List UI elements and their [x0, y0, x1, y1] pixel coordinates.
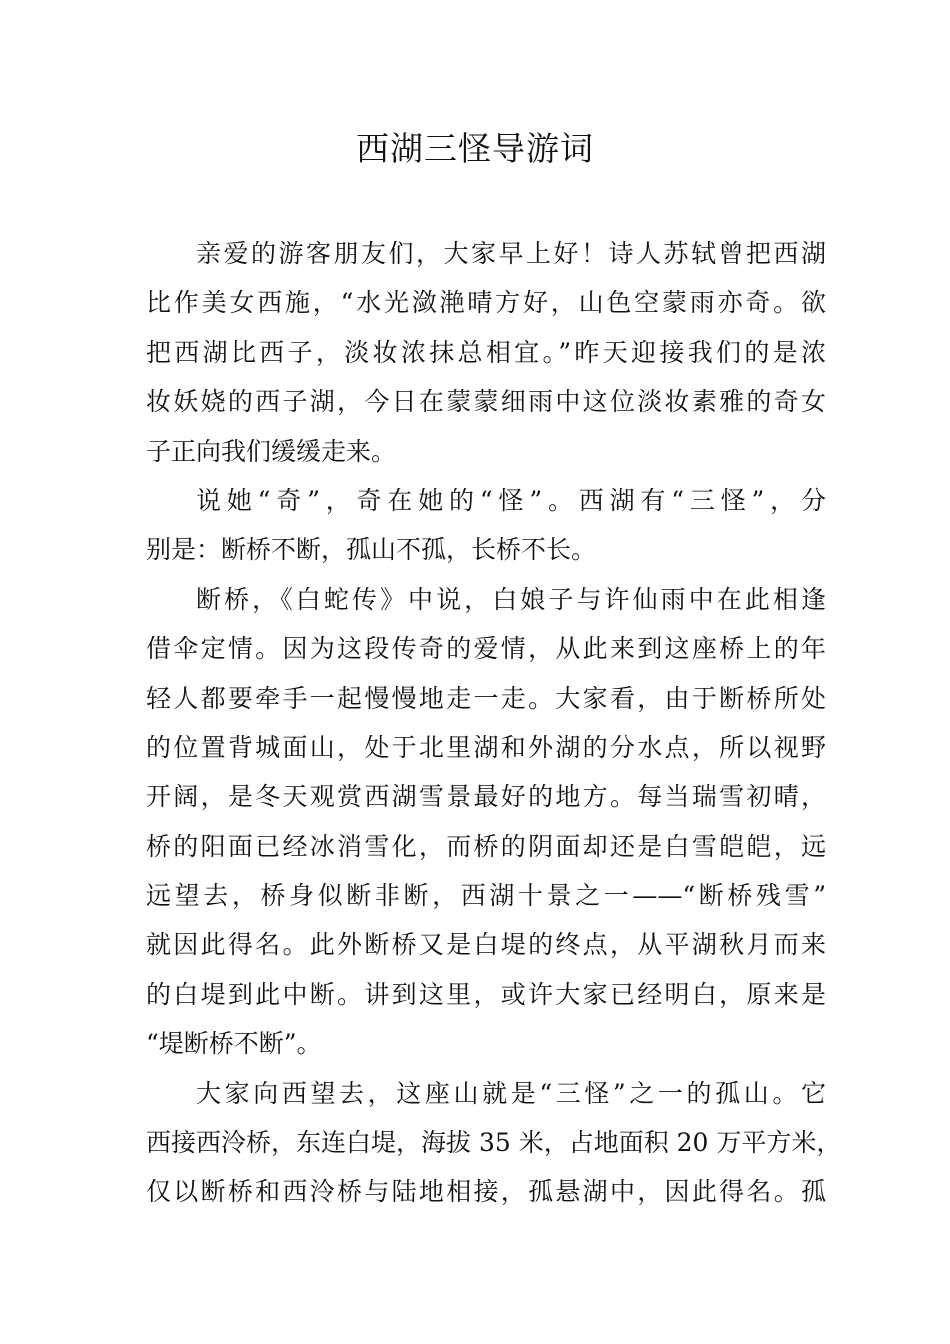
- text-line: 仅以断桥和西泠桥与陆地相接，孤悬湖中，因此得名。孤: [146, 1177, 826, 1207]
- text-line: 远望去，桥身似断非断，西湖十景之一——“断桥残雪”: [146, 881, 826, 911]
- document-title: 西湖三怪导游词: [356, 129, 594, 168]
- text-line: 桥的阳面已经冰消雪化，而桥的阴面却还是白雪皑皑，远: [146, 831, 826, 861]
- paragraph-broken-bridge: [146, 575, 826, 1069]
- text-line: 说她“奇”，奇在她的“怪”。西湖有“三怪”，分: [196, 485, 826, 515]
- text-line: 把西湖比西子，淡妆浓抹总相宜。”昨天迎接我们的是浓: [146, 337, 826, 367]
- text-line: 妆妖娆的西子湖，今日在蒙蒙细雨中这位淡妆素雅的奇女: [146, 387, 826, 417]
- paragraph-solitary-hill: [146, 1069, 842, 1217]
- text-line: 开阔，是冬天观赏西湖雪景最好的地方。每当瑞雪初晴，: [146, 782, 826, 812]
- text-line: 子正向我们缓缓走来。: [146, 436, 397, 466]
- text-line: 借伞定情。因为这段传奇的爱情，从此来到这座桥上的年: [146, 634, 826, 664]
- paragraph-greeting: [146, 229, 826, 476]
- text-line: 断桥，《白蛇传》中说，白娘子与许仙雨中在此相逢: [196, 584, 826, 614]
- text-line: 亲爱的游客朋友们，大家早上好！诗人苏轼曾把西湖: [196, 239, 826, 268]
- text-line: 轻人都要牵手一起慢慢地走一走。大家看，由于断桥所处: [146, 683, 826, 713]
- text-line: “堤断桥不断”。: [146, 1029, 322, 1059]
- text-line: 大家向西望去，这座山就是“三怪”之一的孤山。它: [196, 1078, 826, 1108]
- text-line: 别是：断桥不断，孤山不孤，长桥不长。: [146, 535, 597, 565]
- text-line: 的位置背城面山，处于北里湖和外湖的分水点，所以视野: [146, 732, 826, 762]
- text-line: 西接西泠桥，东连白堤，海拔 35 米，占地面积 20 万平方米，: [146, 1128, 842, 1158]
- text-line: 比作美女西施，“水光潋滟晴方好，山色空蒙雨亦奇。欲: [146, 288, 826, 318]
- text-line: 就因此得名。此外断桥又是白堤的终点，从平湖秋月而来: [146, 930, 826, 960]
- document-body: [146, 229, 842, 1217]
- text-line: 的白堤到此中断。讲到这里，或许大家已经明白，原来是: [146, 979, 826, 1009]
- paragraph-three-oddities: [146, 476, 826, 575]
